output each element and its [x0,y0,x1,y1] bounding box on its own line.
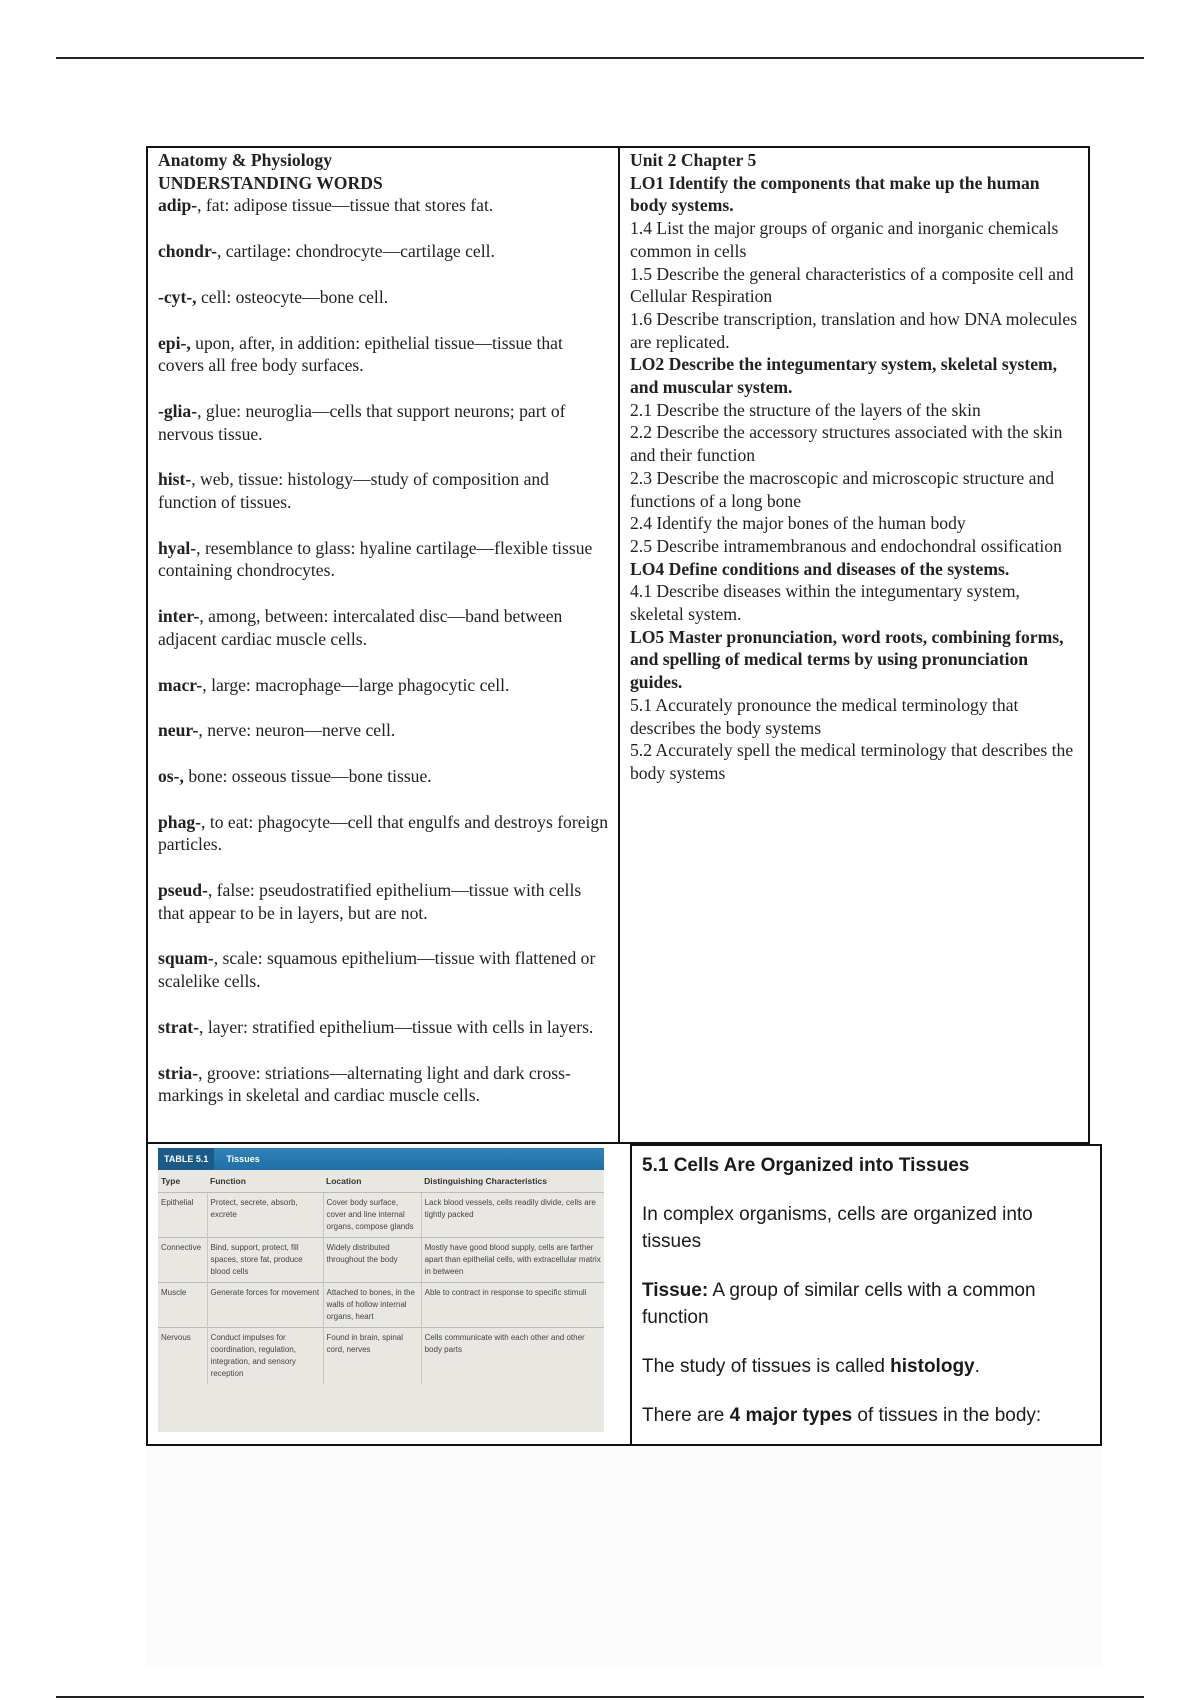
histology-post: . [974,1356,980,1377]
histology-term: histology [890,1356,975,1377]
word-root: chondr- [158,241,217,262]
histology-line [642,1353,1088,1380]
word-entry [158,947,610,992]
word-entry [158,811,610,856]
word-entry [158,332,610,377]
word-separator: , [198,720,208,741]
word-entry [158,879,610,924]
word-entry [158,468,610,513]
table-cell: Bind, support, protect, fill spaces, store fat, produce blood cells [207,1238,323,1283]
section-heading: UNDERSTANDING WORDS [158,172,383,193]
tissue-definition [642,1277,1088,1331]
intro-paragraph: In complex organisms, cells are organized into tissues [642,1204,1033,1252]
word-separator: , [199,606,209,627]
word-separator: , [216,241,226,262]
types-post: of tissues in the body: [852,1405,1042,1426]
table-row [158,1328,604,1385]
word-definition: nerve: neuron—nerve cell. [207,720,396,741]
types-count: 4 major types [729,1405,853,1426]
word-separator: , [202,674,212,695]
table-cell: Widely distributed throughout the body [323,1238,421,1283]
word-entry [158,674,610,697]
table-row [158,1283,604,1328]
table-cell: Nervous [158,1328,207,1385]
table-cell: Conduct impulses for coordination, regulation, integration, and sensory reception [207,1328,323,1385]
word-root: neur- [158,720,199,741]
word-separator: , [199,1016,208,1037]
table-cell: Generate forces for movement [207,1283,323,1328]
objective-item: 1.4 List the major groups of organic and inorganic chemicals common in cells [630,218,1059,261]
table-cell: Epithelial [158,1193,207,1238]
objective-item: 4.1 Describe diseases within the integumentary system, skeletal system. [630,581,1020,625]
word-separator: , [191,469,201,490]
word-root: strat- [158,1016,200,1037]
table-cell: Protect, secrete, absorb, excrete [207,1193,323,1238]
objective-item: 1.6 Describe transcription, translation and how DNA molecules are replicated. [630,308,1078,352]
word-entry [158,1062,610,1107]
table-cell: Able to contract in response to specific stimuli [421,1283,604,1328]
table-cell: Connective [158,1238,207,1283]
tissues-intro-panel [630,1144,1102,1446]
word-root: stria- [158,1062,199,1083]
word-root: -cyt-, [158,286,197,307]
word-root: phag- [158,811,202,832]
objective-heading: LO1 Identify the components that make up the human body systems. [630,172,1040,216]
word-root: hyal- [158,537,197,558]
word-definition: cartilage: chondrocyte—cartilage cell. [225,241,495,262]
table-cell: Mostly have good blood supply, cells are farther apart than epithelial cells, with extracellular matrix in between [421,1238,604,1283]
word-entry [158,719,610,742]
table-column-header: Type [158,1170,207,1193]
table-cell: Attached to bones, in the walls of hollow internal organs, heart [323,1283,421,1328]
table-body [158,1193,604,1385]
word-list [158,194,610,1107]
table-cell: Found in brain, spinal cord, nerves [323,1328,421,1385]
table-cell: Muscle [158,1283,207,1328]
table-number: TABLE 5.1 [158,1148,214,1170]
blank-area [146,1446,1102,1668]
types-pre: There are [642,1405,730,1426]
word-separator: , [196,537,205,558]
word-separator: , [197,195,206,216]
word-root: os-, [158,765,184,786]
histology-pre: The study of tissues is called [642,1356,891,1377]
word-definition: layer: stratified epithelium—tissue with cells in layers. [207,1016,594,1037]
word-entry [158,605,610,650]
word-definition: fat: adipose tissue—tissue that stores fat. [205,195,494,216]
word-definition: among, between: intercalated disc—band between adjacent cardiac muscle cells. [158,606,563,649]
objective-item: 2.1 Describe the structure of the layers of the skin [630,399,981,420]
word-definition: scale: squamous epithelium—tissue with flattened or scalelike cells. [158,948,596,992]
table-cell: Lack blood vessels, cells readily divide, cells are tightly packed [421,1193,604,1238]
top-rule [56,57,1144,59]
word-definition: to eat: phagocyte—cell that engulfs and destroys foreign particles. [158,811,609,855]
understanding-words-panel [146,146,620,1144]
word-separator: , [198,1062,207,1083]
word-entry [158,194,610,217]
tissue-label: Tissue: [642,1280,709,1301]
word-root: -glia- [158,400,198,421]
word-separator: , [207,880,217,901]
objectives-panel [618,146,1090,1144]
word-root: inter- [158,606,200,627]
table-cell: Cover body surface, cover and line internal organs, compose glands [323,1193,421,1238]
word-root: macr- [158,674,203,695]
table-row [158,1238,604,1283]
word-definition: upon, after, in addition: epithelial tissue—tissue that covers all free body surfaces. [158,332,563,376]
objective-heading: LO5 Master pronunciation, word roots, combining forms, and spelling of medical terms by using pronunciation guides. [630,626,1064,693]
tissues-table [158,1170,604,1384]
word-separator: , [213,948,223,969]
word-definition: web, tissue: histology—study of composition and function of tissues. [158,469,549,513]
word-root: adip- [158,195,198,216]
word-definition: groove: striations—alternating light and dark cross-markings in skeletal and cardiac muscle cells. [158,1062,571,1106]
objective-item: 2.4 Identify the major bones of the human body [630,513,966,534]
word-definition: glue: neuroglia—cells that support neurons; part of nervous tissue. [158,400,566,444]
table-header-row [158,1170,604,1193]
word-separator: , [197,400,206,421]
objective-heading: LO4 Define conditions and diseases of the systems. [630,558,1010,579]
table-cell: Cells communicate with each other and other body parts [421,1328,604,1385]
tissue-def-text: A group of similar cells with a common function [642,1280,1036,1328]
word-separator: , [201,811,210,832]
bottom-rule [56,1696,1144,1698]
tissues-table-image [158,1148,604,1432]
section-title: 5.1 Cells Are Organized into Tissues [642,1155,970,1176]
table-header-bar [158,1148,604,1170]
objective-item: 5.1 Accurately pronounce the medical terminology that describes the body systems [630,694,1019,738]
word-root: squam- [158,948,214,969]
word-definition: resemblance to glass: hyaline cartilage—flexible tissue containing chondrocytes. [158,537,593,581]
word-definition: cell: osteocyte—bone cell. [201,286,389,307]
tissues-table-panel [146,1142,632,1446]
word-entry [158,1016,610,1039]
objective-item: 2.2 Describe the accessory structures associated with the skin and their function [630,422,1063,466]
word-entry [158,537,610,582]
course-title: Anatomy & Physiology [158,150,332,170]
unit-title: Unit 2 Chapter 5 [630,150,757,170]
objective-item: 1.5 Describe the general characteristics of a composite cell and Cellular Respiration [630,263,1074,307]
word-root: pseud- [158,880,208,901]
objective-item: 5.2 Accurately spell the medical terminology that describes the body systems [630,740,1074,783]
table-column-header: Distinguishing Characteristics [421,1170,604,1193]
types-line [642,1402,1088,1429]
table-row [158,1193,604,1238]
word-entry [158,286,610,309]
word-definition: large: macrophage—large phagocytic cell. [211,674,510,695]
table-name: Tissues [226,1154,260,1164]
word-entry [158,240,610,263]
table-column-header: Location [323,1170,421,1193]
objective-item: 2.3 Describe the macroscopic and microscopic structure and functions of a long bone [630,467,1055,511]
word-entry [158,400,610,445]
word-definition: false: pseudostratified epithelium—tissue with cells that appear to be in layers, but are not. [158,880,582,923]
word-root: epi-, [158,332,191,353]
objective-item: 2.5 Describe intramembranous and endochondral ossification [630,535,1062,556]
word-definition: bone: osseous tissue—bone tissue. [188,765,432,786]
word-entry [158,765,610,788]
table-column-header: Function [207,1170,323,1193]
word-root: hist- [158,469,192,490]
objective-heading: LO2 Describe the integumentary system, skeletal system, and muscular system. [630,354,1058,398]
objectives-list [630,172,1078,785]
